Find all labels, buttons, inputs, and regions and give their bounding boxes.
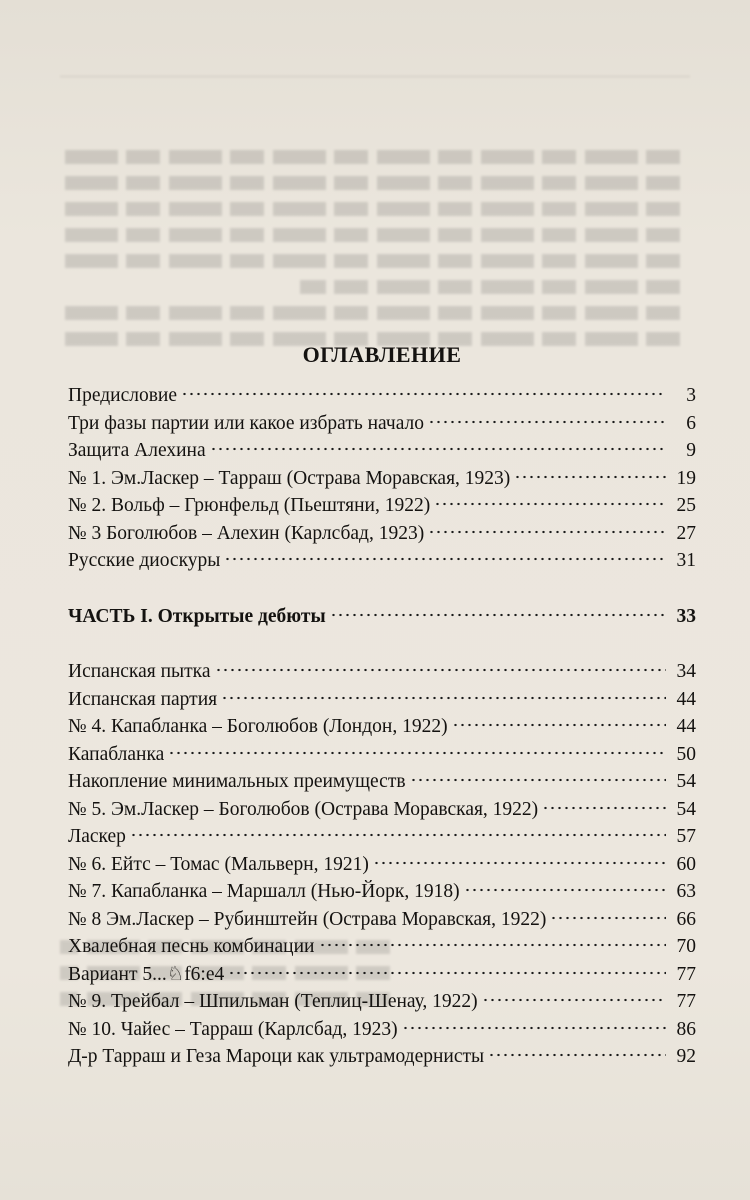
toc-entry-title: Ласкер [68, 826, 126, 847]
toc-entry-page: 70 [676, 936, 696, 957]
leader-dots [130, 833, 666, 837]
toc-entry-page: 9 [686, 440, 696, 461]
toc-part-heading [68, 603, 696, 631]
toc-entry-title: № 9. Трейбал – Шпильман (Теплиц-Шенау, 1922) [68, 991, 478, 1012]
leader-dots [452, 723, 666, 727]
leader-dots [482, 998, 666, 1002]
toc-entry [68, 465, 696, 493]
toc-entry-page: 44 [676, 716, 696, 737]
toc-entry-page: 66 [676, 908, 696, 930]
toc-entry [68, 410, 696, 438]
toc-entry-title: Три фазы партии или какое избрать начало [68, 412, 425, 434]
toc-entry [68, 658, 696, 686]
toc-entry [68, 547, 696, 575]
toc-entry [68, 796, 696, 824]
toc-entry-page: 19 [676, 467, 696, 489]
toc-entry-title: Предисловие [68, 385, 178, 406]
toc-entry [68, 878, 696, 906]
toc-entry-page: 25 [676, 495, 696, 516]
toc-entry-page: 3 [686, 385, 696, 406]
leader-dots [228, 971, 666, 975]
leader-dots [181, 392, 666, 396]
leader-dots [410, 778, 666, 782]
toc-entry-title: Испанская партия [68, 688, 218, 710]
toc-entry-page: 31 [676, 550, 696, 571]
toc-entry-title: Хвалебная песнь комбинации [68, 936, 315, 957]
leader-dots [210, 447, 666, 451]
toc-entry-title: № 7. Капабланка – Маршалл (Нью-Йорк, 1918) [68, 881, 460, 902]
toc-entry [68, 851, 696, 879]
toc-entry-title: Защита Алехина [68, 440, 206, 461]
toc-entry-page: 57 [676, 826, 696, 847]
leader-dots [373, 861, 666, 865]
toc-entry-title: Д-р Тарраш и Геза Мароци как ультрамодернисты [68, 1046, 485, 1067]
toc-entry-page: 54 [676, 771, 696, 792]
toc-entry-page: 33 [676, 605, 696, 627]
toc-entry-title: № 2. Вольф – Грюнфельд (Пьештяни, 1922) [68, 495, 431, 516]
toc-entry [68, 906, 696, 934]
leader-dots [464, 888, 666, 892]
toc-entry [68, 520, 696, 548]
toc-entry-title: ЧАСТЬ I. Открытые дебюты [68, 605, 326, 627]
leader-dots [224, 557, 666, 561]
toc-entry [68, 961, 696, 989]
toc-entry [68, 823, 696, 851]
toc-entry [68, 492, 696, 520]
toc-entry-title: Вариант 5...♘f6:e4 [68, 963, 225, 985]
toc-entry-title: № 8 Эм.Ласкер – Рубинштейн (Острава Моравская, 1922) [68, 908, 547, 930]
toc-entry-title: № 3 Боголюбов – Алехин (Карлсбад, 1923) [68, 522, 425, 544]
toc-title: ОГЛАВЛЕНИЕ [302, 342, 462, 367]
toc-entry [68, 1043, 696, 1071]
toc-entry-title: № 10. Чайес – Тарраш (Карлсбад, 1923) [68, 1018, 398, 1040]
toc-entry-title: № 1. Эм.Ласкер – Тарраш (Острава Моравская, 1923) [68, 467, 511, 489]
toc-entry-page: 60 [676, 853, 696, 875]
leader-dots [221, 696, 666, 700]
toc-entry-page: 34 [676, 661, 696, 682]
toc-entry [68, 988, 696, 1016]
leader-dots [330, 613, 666, 617]
table-of-contents [68, 340, 696, 1071]
toc-entry-page: 77 [676, 991, 696, 1012]
toc-entry-title: Испанская пытка [68, 661, 211, 682]
toc-entry-title: № 4. Капабланка – Боголюбов (Лондон, 1922) [68, 716, 448, 737]
toc-entry-page: 54 [676, 798, 696, 820]
leader-dots [428, 530, 666, 534]
leader-dots [215, 668, 667, 672]
leader-dots [542, 806, 666, 810]
toc-entry [68, 382, 696, 410]
toc-entry-page: 92 [676, 1046, 696, 1067]
toc-entry-title: Капабланка [68, 743, 165, 765]
toc-entry-page: 27 [676, 522, 696, 544]
toc-entry-page: 6 [686, 412, 696, 434]
toc-entry-title: Накопление минимальных преимуществ [68, 771, 406, 792]
toc-entry-title: № 6. Ейтс – Томас (Мальверн, 1921) [68, 853, 369, 875]
leader-dots [514, 475, 666, 479]
toc-entry [68, 713, 696, 741]
leader-dots [550, 916, 666, 920]
toc-entry [68, 741, 696, 769]
toc-entry [68, 1016, 696, 1044]
toc-entry [68, 686, 696, 714]
toc-entry [68, 933, 696, 961]
toc-entry-page: 63 [676, 881, 696, 902]
toc-entry-title: № 5. Эм.Ласкер – Боголюбов (Острава Моравская, 1922) [68, 798, 539, 820]
leader-dots [488, 1053, 666, 1057]
toc-entry-page: 44 [676, 688, 696, 710]
leader-dots [319, 943, 667, 947]
leader-dots [428, 420, 666, 424]
toc-entry [68, 768, 696, 796]
toc-entry-title: Русские диоскуры [68, 550, 221, 571]
toc-entry-page: 50 [676, 743, 696, 765]
toc-entry-page: 77 [676, 963, 696, 985]
leader-dots [402, 1026, 666, 1030]
leader-dots [434, 502, 666, 506]
toc-entry [68, 437, 696, 465]
leader-dots [168, 751, 666, 755]
toc-entry-page: 86 [676, 1018, 696, 1040]
